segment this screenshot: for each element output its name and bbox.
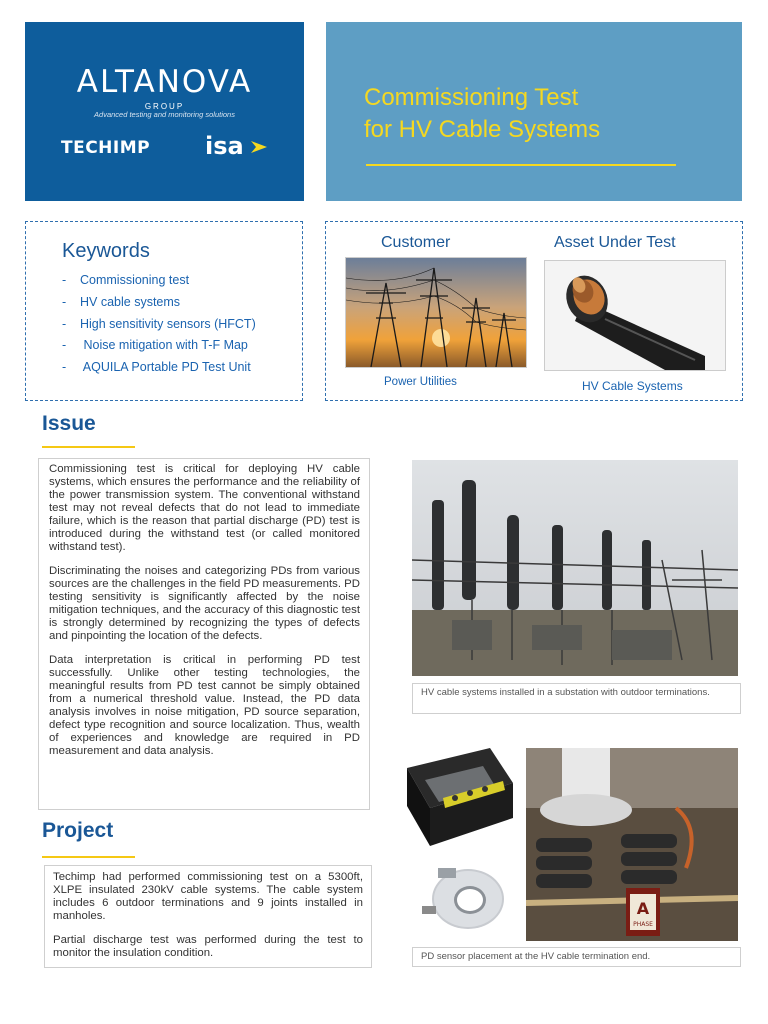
asset-caption: HV Cable Systems — [582, 379, 683, 393]
keywords-heading: Keywords — [62, 240, 150, 262]
project-heading: Project — [42, 819, 114, 842]
issue-underline — [42, 446, 135, 448]
power-lines-photo — [345, 257, 527, 368]
isa-logo: isa — [205, 132, 244, 160]
customer-heading: Customer — [381, 234, 451, 251]
hv-cable-photo — [544, 260, 726, 371]
issue-heading: Issue — [42, 412, 96, 435]
keyword-item: - High sensitivity sensors (HFCT) — [62, 317, 256, 331]
phase-word: PHASE — [633, 921, 653, 928]
substation-caption: HV cable systems installed in a substation with outdoor terminations. — [412, 683, 741, 714]
brand-tagline: Advanced testing and monitoring solutions — [94, 110, 235, 119]
sensor-placement-photo — [526, 748, 738, 941]
issue-text-box — [38, 458, 370, 810]
title-underline — [366, 164, 676, 166]
customer-caption: Power Utilities — [384, 376, 457, 388]
project-paragraph: Partial discharge test was performed during the test to monitor the insulation condition. — [53, 934, 363, 959]
phase-letter: A — [636, 899, 650, 918]
project-text-box — [44, 865, 372, 968]
issue-paragraph: Discriminating the noises and categorizing PDs from various sources are the challenges in the field PD measurements. PD testing sensitivity is significantly affected by the noise mitigation techniques, and the accuracy of this diagnostic test is strongly determined by recognizing the types of defects and pinpointing the location of the defects. — [49, 565, 360, 642]
project-underline — [42, 856, 135, 858]
title-panel — [326, 22, 742, 201]
issue-paragraph: Data interpretation is critical in performing PD test successfully. Unlike other testing technologies, the meaningful results from PD test cannot be simply obtained from a numerical threshold value. Instead, the PD data analysis involves in noise mitigation, PD source separation, defect type recognition and source localization. Thus, wealth of experiences and knowledge are required in PD measurement and data analysis. — [49, 654, 360, 757]
keyword-item: - HV cable systems — [62, 295, 181, 309]
issue-paragraph: Commissioning test is critical for deploying HV cable systems, which ensures the performance and the reliability of the power transmission system. The conventional withstand test may not reveal defects that do not lead to immediate failure, which is the reason that partial discharge (PD) test is introduced during the withstand test (or called monitored withstand test). — [49, 463, 360, 553]
hfct-sensor-photo — [418, 854, 518, 940]
sensor-caption: PD sensor placement at the HV cable termination end. — [412, 947, 741, 967]
asset-heading: Asset Under Test — [554, 234, 676, 251]
aquila-test-unit-photo — [395, 728, 520, 850]
techimp-logo: TECHIMP — [61, 138, 151, 158]
altanova-logo: ALTANOVA — [76, 64, 253, 100]
brand-group-label: GROUP — [144, 102, 185, 111]
keyword-item: - Noise mitigation with T-F Map — [62, 338, 248, 352]
keywords-panel — [25, 221, 303, 401]
isa-arrow-icon — [251, 139, 267, 155]
project-paragraph: Techimp had performed commissioning test on a 5300ft, XLPE insulated 230kV cable systems. The cable system includes 6 outdoor terminations and 9 joints installed in manholes. — [53, 871, 363, 922]
title-line-1: Commissioning Test — [364, 84, 579, 111]
title-line-2: for HV Cable Systems — [364, 116, 601, 143]
logo-panel — [25, 22, 304, 201]
document-title — [364, 82, 724, 146]
substation-photo — [412, 460, 738, 676]
customer-asset-panel — [325, 221, 743, 401]
keyword-item: - Commissioning test — [62, 273, 190, 287]
keyword-item: - AQUILA Portable PD Test Unit — [62, 360, 251, 374]
